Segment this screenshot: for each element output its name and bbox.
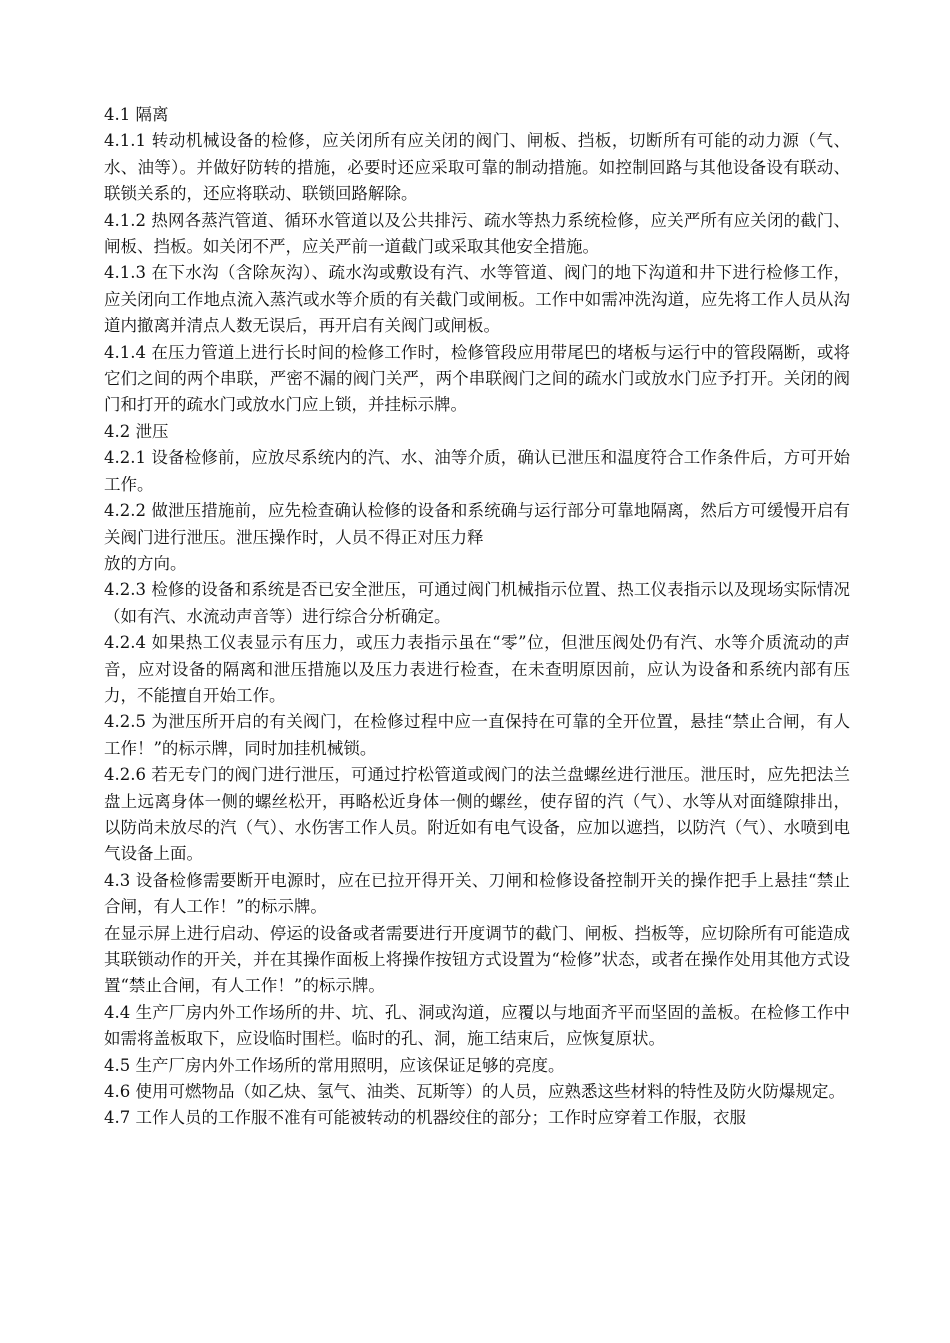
paragraph-4-6: 4.6 使用可燃物品（如乙炔、氢气、油类、瓦斯等）的人员，应熟悉这些材料的特性及防火防爆规定。 [104, 1082, 845, 1102]
paragraph-4-2-3: 4.2.3 检修的设备和系统是否已安全泄压，可通过阀门机械指示位置、热工仪表指示以及现场实际情况（如有汽、水流动声音等）进行综合分析确定。 [104, 580, 850, 626]
section-heading-4-2: 4.2 泄压 [104, 421, 169, 441]
paragraph-4-2-5: 4.2.5 为泄压所开启的有关阀门，在检修过程中应一直保持在可靠的全开位置，悬挂“禁止合闸，有人工作！”的标示牌，同时加挂机械锁。 [104, 712, 850, 758]
paragraph-4-4: 4.4 生产厂房内外工作场所的井、坑、孔、洞或沟道，应覆以与地面齐平而坚固的盖板。在检修工作中如需将盖板取下，应设临时围栏。临时的孔、洞，施工结束后，应恢复原状。 [104, 1002, 850, 1049]
paragraph-4-3-continued: 在显示屏上进行启动、停运的设备或者需要进行开度调节的截门、闸板、挡板等，应切除所有可能造成其联锁动作的开关，并在其操作面板上将操作按钮方式设置为“检修”状态，或者在操作处用其他方式设置“禁止合闸，有人工作！”的标示牌。 [104, 923, 850, 996]
section-heading-4-1: 4.1 隔离 [104, 105, 169, 124]
paragraph-4-2-2: 4.2.2 做泄压措施前，应先检查确认检修的设备和系统确与运行部分可靠地隔离，然后方可缓慢开启有关阀门进行泄压。泄压操作时，人员不得正对压力释 [104, 501, 850, 547]
paragraph-4-1-2: 4.1.2 热网各蒸汽管道、循环水管道以及公共排污、疏水等热力系统检修，应关严所有应关闭的截门、闸板、挡板。如关闭不严，应关严前一道截门或采取其他安全措施。 [104, 210, 850, 257]
paragraph-4-1-3: 4.1.3 在下水沟（含除灰沟）、疏水沟或敷设有汽、水等管道、阀门的地下沟道和井下进行检修工作，应关闭向工作地点流入蒸汽或水等介质的有关截门或闸板。工作中如需冲洗沟道，应先将工作人员从沟道内撤离并清点人数无误后，再开启有关阀门或闸板。 [104, 263, 850, 336]
document-body [104, 102, 850, 1132]
paragraph-4-2-2-continued: 放的方向。 [104, 553, 187, 573]
paragraph-4-2-6: 4.2.6 若无专门的阀门进行泄压，可通过拧松管道或阀门的法兰盘螺丝进行泄压。泄压时，应先把法兰盘上远离身体一侧的螺丝松开，再略松近身体一侧的螺丝，使存留的汽（气）、水等从对面缝隙排出，以防尚未放尽的汽（气）、水伤害工作人员。附近如有电气设备，应加以遮挡，以防汽（气）、水喷到电气设备上面。 [104, 765, 850, 864]
paragraph-4-7: 4.7 工作人员的工作服不准有可能被转动的机器绞住的部分；工作时应穿着工作服，衣服 [104, 1108, 746, 1128]
paragraph-4-2-4: 4.2.4 如果热工仪表显示有压力，或压力表指示虽在“零”位，但泄压阀处仍有汽、水等介质流动的声音，应对设备的隔离和泄压措施以及压力表进行检查，在未查明原因前，应认为设备和系统内部有压力，不能擅自开始工作。 [104, 633, 850, 705]
paragraph-4-1-4: 4.1.4 在压力管道上进行长时间的检修工作时，检修管段应用带尾巴的堵板与运行中的管段隔断，或将它们之间的两个串联，严密不漏的阀门关严，两个串联阀门之间的疏水门或放水门应予打开。关闭的阀门和打开的疏水门或放水门应上锁，并挂标示牌。 [104, 342, 850, 415]
paragraph-4-5: 4.5 生产厂房内外工作场所的常用照明，应该保证足够的亮度。 [104, 1055, 565, 1075]
paragraph-4-3: 4.3 设备检修需要断开电源时，应在已拉开得开关、刀闸和检修设备控制开关的操作把手上悬挂“禁止合闸，有人工作！”的标示牌。 [104, 870, 850, 917]
paragraph-4-1-1: 4.1.1 转动机械设备的检修，应关闭所有应关闭的阀门、闸板、挡板，切断所有可能的动力源（气、水、油等）。并做好防转的措施，必要时还应采取可靠的制动措施。如控制回路与其他设备设有联动、联锁关系的，还应将联动、联锁回路解除。 [104, 131, 850, 204]
paragraph-4-2-1: 4.2.1 设备检修前，应放尽系统内的汽、水、油等介质，确认已泄压和温度符合工作条件后，方可开始工作。 [104, 448, 850, 494]
